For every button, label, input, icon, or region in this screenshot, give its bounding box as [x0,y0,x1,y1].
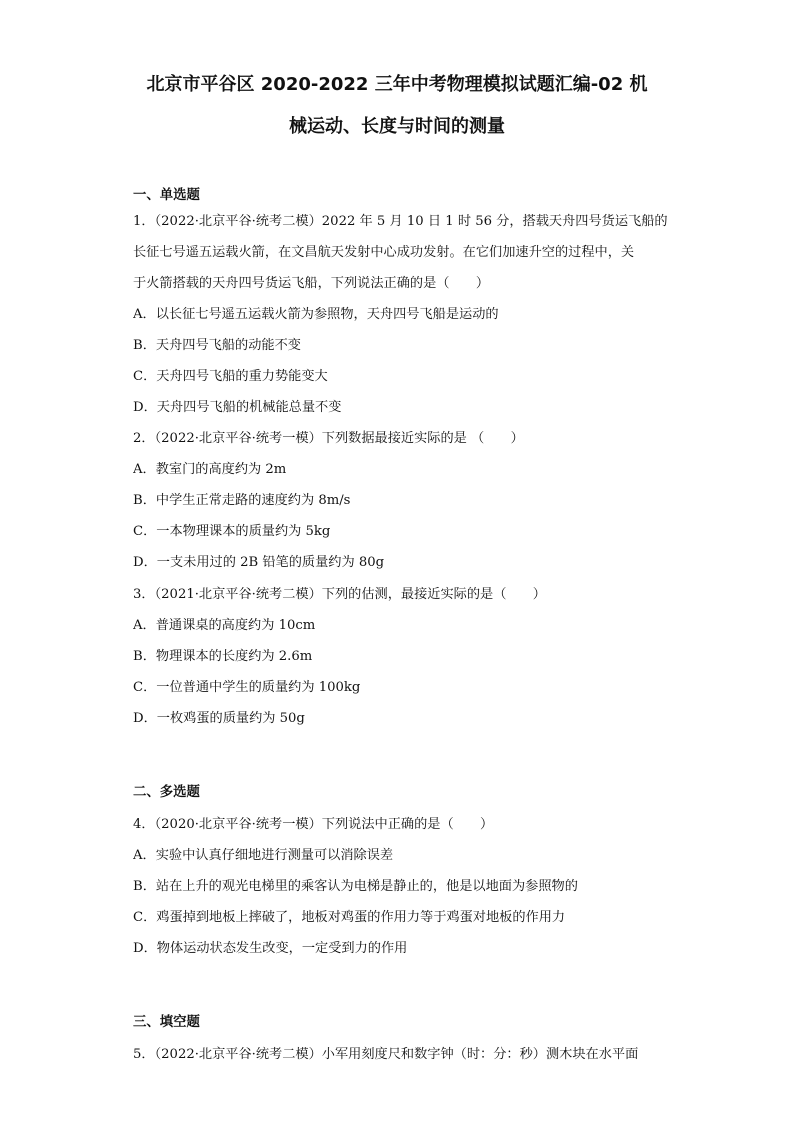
title-line-1: 北京市平谷区 2020-2022 三年中考物理模拟试题汇编-02 机 [146,74,648,95]
q2-option-b: B．中学生正常走路的速度约为 8m/s [133,493,351,508]
q2-option-d: D．一支未用过的 2B 铅笔的质量约为 80g [133,555,385,570]
q2-option-a: A．教室门的高度约为 2m [133,462,287,477]
q1-stem-line-2: 长征七号遥五运载火箭，在文昌航天发射中心成功发射。在它们加速升空的过程中，关 [133,245,635,260]
q1-option-a: A．以长征七号遥五运载火箭为参照物，天舟四号飞船是运动的 [133,307,499,322]
q4-stem: 4．（2020·北京平谷·统考一模）下列说法中正确的是（ ） [133,817,494,832]
title-line-2: 械运动、长度与时间的测量 [289,116,505,137]
q1-stem-line-3: 于火箭搭载的天舟四号货运飞船，下列说法正确的是（ ） [133,276,490,291]
q1-stem-line-1: 1．（2022·北京平谷·统考二模）2022 年 5 月 10 日 1 时 56 分，搭载天舟四号货运飞船的 [133,214,668,229]
q2-option-c: C．一本物理课本的质量约为 5kg [133,524,331,539]
q3-option-b: B．物理课本的长度约为 2.6m [133,649,313,664]
q4-option-c: C．鸡蛋掉到地板上摔破了，地板对鸡蛋的作用力等于鸡蛋对地板的作用力 [133,910,566,925]
section-heading-multiple-choice: 二、多选题 [133,785,200,800]
q3-option-d: D．一枚鸡蛋的质量约为 50g [133,711,305,726]
q4-option-b: B．站在上升的观光电梯里的乘客认为电梯是静止的，他是以地面为参照物的 [133,879,578,894]
section-heading-fill-blank: 三、填空题 [133,1015,200,1030]
q3-option-c: C．一位普通中学生的质量约为 100kg [133,680,361,695]
q1-option-c: C．天舟四号飞船的重力势能变大 [133,369,328,384]
q1-option-d: D．天舟四号飞船的机械能总量不变 [133,400,342,415]
document-title [100,64,694,148]
q3-stem: 3．（2021·北京平谷·统考二模）下列的估测，最接近实际的是（ ） [133,587,546,602]
q4-option-a: A．实验中认真仔细地进行测量可以消除误差 [133,848,394,863]
section-heading-single-choice: 一、单选题 [133,188,200,203]
q1-option-b: B．天舟四号飞船的动能不变 [133,338,301,353]
q3-option-a: A．普通课桌的高度约为 10cm [133,618,316,633]
q5-stem-line-1: 5．（2022·北京平谷·统考二模）小军用刻度尺和数字钟（时：分：秒）测木块在水平面 [133,1047,639,1062]
q2-stem: 2．（2022·北京平谷·统考一模）下列数据最接近实际的是 （ ） [133,431,524,446]
q4-option-d: D．物体运动状态发生改变，一定受到力的作用 [133,941,408,956]
